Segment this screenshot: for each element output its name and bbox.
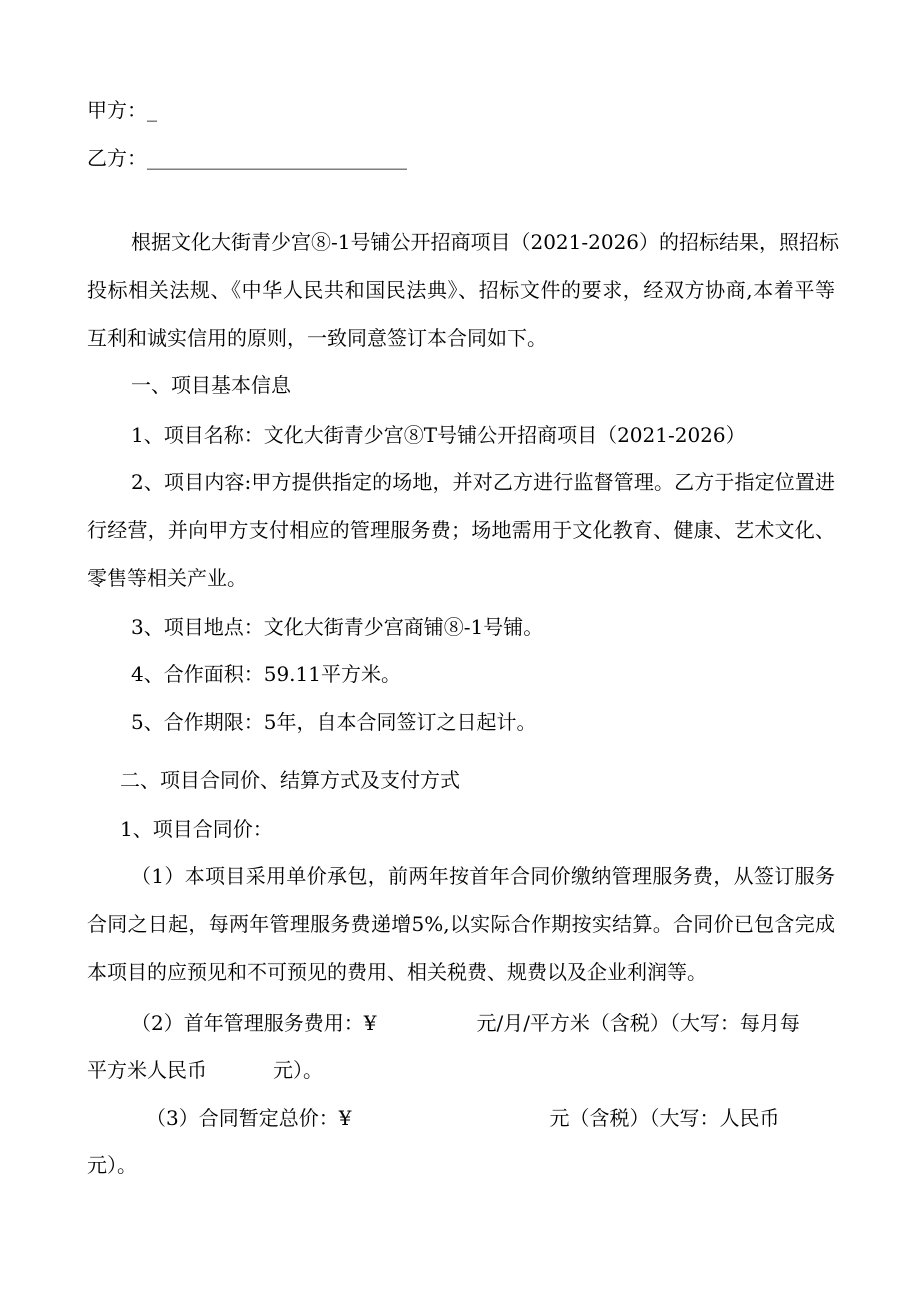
party-b-line: [87, 146, 407, 170]
price-para-1-line-1: （1）本项目采用单价承包，前两年按首年合同价缴纳管理服务费，从签订服务: [131, 864, 835, 888]
section-2-heading: 二、项目合同价、结算方式及支付方式: [120, 768, 460, 792]
section-2-sub-1: 1、项目合同价：: [120, 817, 273, 841]
item-3-project-location: 3、项目地点：文化大街青少宫商铺⑧-1号铺。: [131, 615, 544, 639]
item-2-line-2: 行经营，并向甲方支付相应的管理服务费；场地需用于文化教育、健康、艺术文化、: [87, 518, 835, 542]
party-a-label: 甲方：: [87, 98, 147, 122]
total-price-line: [146, 1106, 779, 1130]
price-para-1-line-2: 合同之日起，每两年管理服务费递增5%,以实际合作期按实结算。合同价已包含完成: [87, 912, 835, 936]
item-2-line-1: 2、项目内容:甲方提供指定的场地，并对乙方进行监督管理。乙方于指定位置进: [131, 470, 835, 494]
item-2-line-3: 零售等相关产业。: [87, 566, 247, 590]
party-b-value: __________________________: [147, 146, 407, 170]
item-4-cooperation-area: 4、合作面积：59.11平方米。: [131, 662, 401, 686]
price-para-1-line-3: 本项目的应预见和不可预见的费用、相关税费、规费以及企业利润等。: [87, 960, 707, 984]
intro-line-1: 根据文化大街青少宫⑧-1号铺公开招商项目（2021-2026）的招标结果，照招标: [131, 230, 840, 254]
first-year-fee-capital-label: 平方米人民币: [87, 1058, 207, 1082]
total-price-label: （3）合同暂定总价：¥: [146, 1106, 352, 1130]
party-b-label: 乙方：: [87, 146, 147, 170]
intro-line-2: 投标相关法规、《中华人民共和国民法典》、招标文件的要求，经双方协商,本着平等: [87, 278, 835, 302]
party-a-line: [87, 98, 157, 122]
item-5-cooperation-term: 5、合作期限：5年，自本合同签订之日起计。: [131, 710, 537, 734]
first-year-fee-unit: 元/月/平方米（含税）（大写：每月每: [476, 1011, 800, 1035]
intro-line-3: 互利和诚实信用的原则，一致同意签订本合同如下。: [87, 326, 547, 350]
party-a-value: _: [147, 98, 157, 122]
first-year-fee-label: （2）首年管理服务费用：¥: [131, 1011, 377, 1035]
total-price-line-2: 元）。: [87, 1153, 137, 1177]
first-year-fee-line-2: [87, 1058, 323, 1082]
total-price-unit: 元（含税）（大写：人民币: [549, 1106, 780, 1130]
first-year-fee-capital-end: 元）。: [273, 1058, 323, 1082]
item-1-project-name: 1、项目名称：文化大街青少宫⑧T号铺公开招商项目（2021-2026）: [131, 423, 746, 447]
section-1-heading: 一、项目基本信息: [131, 373, 291, 397]
first-year-fee-line: [131, 1011, 800, 1035]
